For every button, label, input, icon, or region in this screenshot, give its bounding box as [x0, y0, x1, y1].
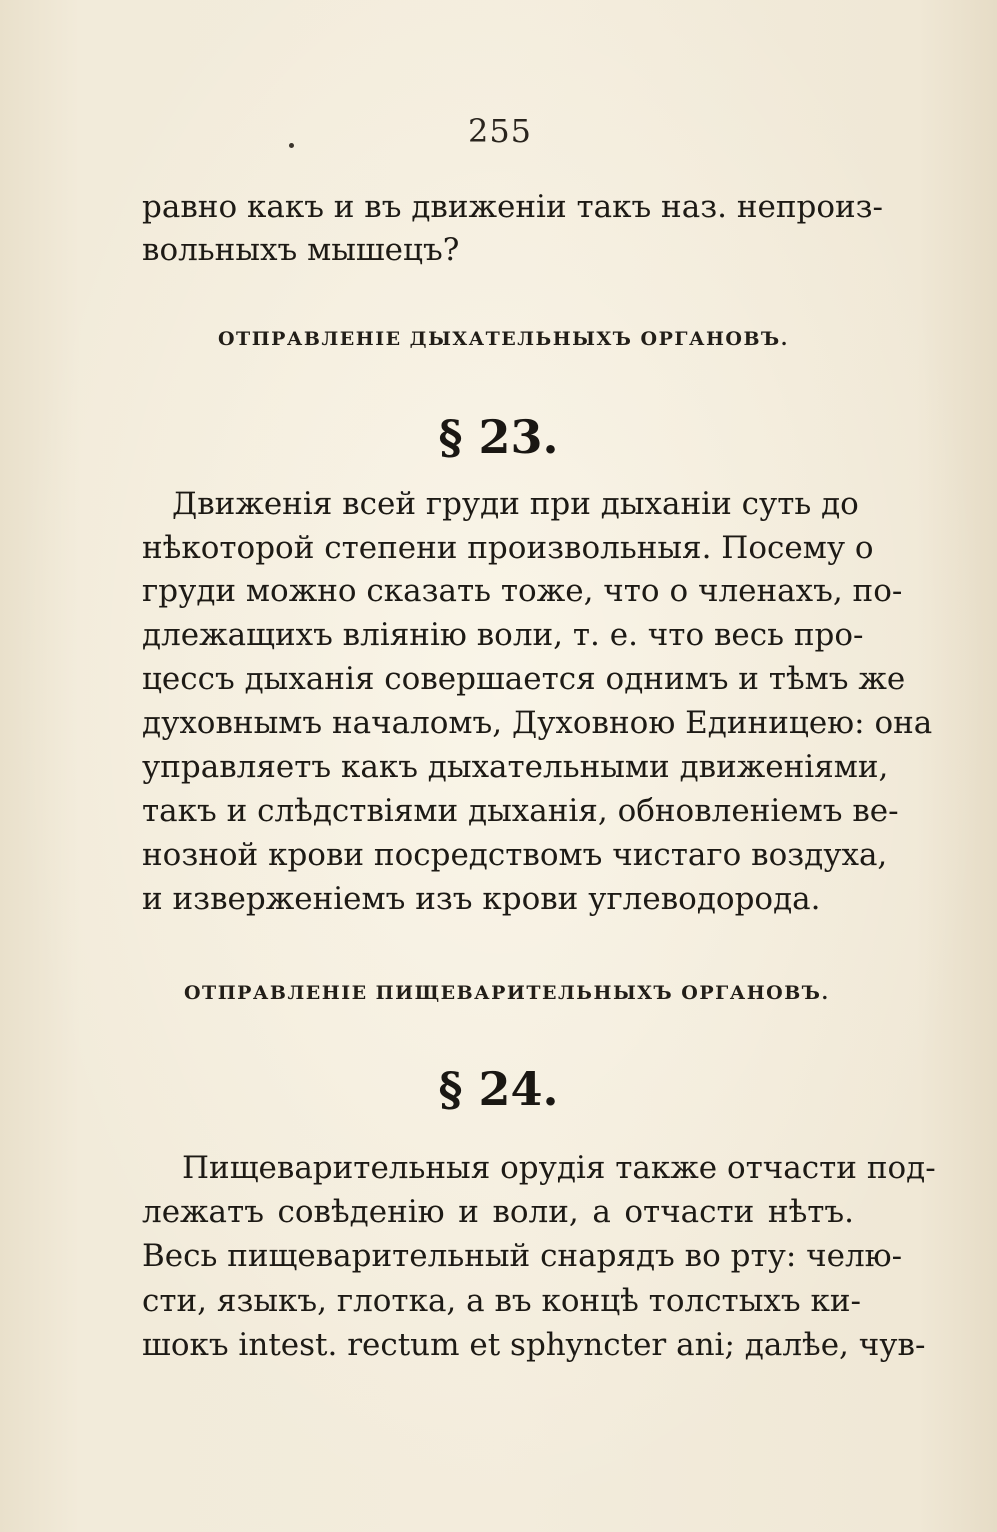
- text-line: Пищеварительныя орудія также отчасти под-: [182, 1150, 936, 1186]
- text-line: нѣкоторой степени произвольныя. Посему о: [142, 530, 874, 566]
- text-line: груди можно сказать тоже, что о членахъ, по-: [142, 573, 903, 609]
- section-number: § 23.: [438, 410, 559, 464]
- section-heading: ОТПРАВЛЕНІЕ ДЫХАТЕЛЬНЫХЪ ОРГАНОВЪ.: [218, 328, 789, 350]
- text-line: нозной крови посредствомъ чистаго воздуха,: [142, 837, 888, 873]
- text-line: духовнымъ началомъ, Духовною Единицею: она: [142, 705, 933, 741]
- text-line: шокъ intest. rectum et sphyncter ani; далѣе, чув-: [142, 1327, 926, 1363]
- text-line: цессъ дыханія совершается однимъ и тѣмъ же: [142, 661, 906, 697]
- text-line: равно какъ и въ движеніи такъ наз. непроиз-: [142, 189, 884, 225]
- text-line: управляетъ какъ дыхательными движеніями,: [142, 749, 889, 785]
- text-line: длежащихъ вліянію воли, т. е. что весь про-: [142, 617, 864, 653]
- text-line: Весь пищеварительный снарядъ во рту: челю-: [142, 1238, 903, 1274]
- text-line: вольныхъ мышецъ?: [142, 232, 460, 268]
- text-line: такъ и слѣдствіями дыханія, обновленіемъ ве-: [142, 793, 899, 829]
- text-line: лежатъ совѣденію и воли, а отчасти нѣтъ.: [142, 1194, 854, 1230]
- text-line: Движенія всей груди при дыханіи суть до: [172, 486, 859, 522]
- text-line: и изверженіемъ изъ крови углеводорода.: [142, 881, 821, 917]
- section-number: § 24.: [438, 1062, 559, 1116]
- printer-dot: [289, 143, 294, 148]
- text-line: сти, языкъ, глотка, а въ концѣ толстыхъ ки-: [142, 1283, 861, 1319]
- section-heading: ОТПРАВЛЕНІЕ ПИЩЕВАРИТЕЛЬНЫХЪ ОРГАНОВЪ.: [184, 982, 830, 1004]
- page-number: 255: [467, 112, 533, 150]
